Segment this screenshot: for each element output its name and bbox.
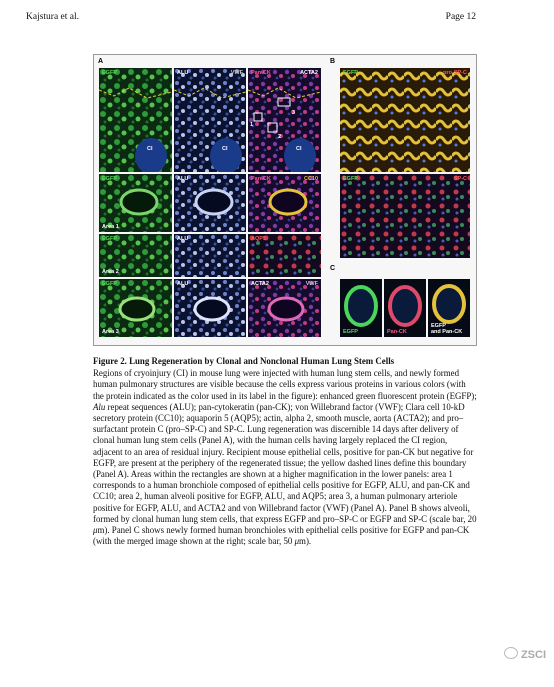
caption-text-2: repeat sequences (ALU); pan-cytokeratin (pan-CK); von Willebrand factor (VWF); Clara cell 10-kD secretory protein (CC10); aquaporin 5 (AQP5); actin, alpha 2, smooth muscle, aorta (ACTA2); and pro–surfactant protein C (pro–SP-C) and SP-C. Lung regeneration was discernible 14 days after delivery of clonal human lung stem cells (Panel A), with the human cells having largely replaced the CI region, adjacent to an area of residual injury. Recipient mouse epithelial cells, positive for pan-CK but negative for EGFP, are present at the periphery of the regenerated tissue; the yellow dashed lines define this boundary (Panel A). Areas within the rectangles are shown at a higher magnification in the lower panels: area 1 corresponds to a human bronchiole composed of epithelial cells positive for EGFP, ALU, and pan-CK and CC10; area 2, human alveoli positive for EGFP, ALU, and AQP5; area 3, a human pulmonary arteriole positive for EGFP, ALU, and ACTA2 and von Willebrand factor (VWF) (Panel A). Panel B shows alveoli, formed by clonal human lung stem cells, that express EGFP and pro–SP-C or EGFP and SP-C (scale bar, 20 [93, 401, 477, 524]
caption-body [93, 368, 478, 547]
merged-label: EGFP and Pan-CK [431, 323, 463, 335]
caption-text-3: m). Panel C shows newly formed human bronchioles with epithelial cells positive for EGFP and pan-CK (with the merged image shown at the right; scale bar, 50 [93, 525, 470, 547]
wechat-icon [504, 647, 518, 659]
acta2-label: ACTA2 [251, 281, 269, 287]
acta2-label: ACTA2 [300, 70, 318, 76]
egfp-label: EGFP [102, 176, 117, 182]
area1-panck-cc10 [248, 174, 321, 232]
alu-label: ALU [177, 236, 189, 242]
egfp-label: EGFP [343, 329, 358, 335]
egfp-label: EGFP [102, 236, 117, 242]
panel-c-merged [428, 279, 470, 337]
area2-aqp5 [248, 234, 321, 277]
figure-caption [93, 356, 478, 547]
area3-alu [174, 279, 246, 337]
pan-ck-label: Pan-CK [251, 176, 271, 182]
vwf-label: VWF [305, 281, 318, 287]
alu-italic: Alu [93, 401, 106, 412]
egfp-label: EGFP [102, 70, 117, 76]
area-marker-2: 2 [278, 134, 282, 140]
panel-b-label: B [330, 58, 336, 65]
panel-c-egfp [340, 279, 382, 337]
caption-text-1: Regions of cryoinjury (CI) in mouse lung were injected with human lung stem cells, and newly formed human pulmonary structures are visible because the cells express various proteins in various colors (with the protein indicated as the color used in its label in the figure): enhanced green fluorescent protein (EGFP); [93, 368, 477, 401]
area3-acta2-vwf [248, 279, 321, 337]
area1-alu [174, 174, 246, 232]
pro-sp-c-label: pro-SP-C [443, 70, 467, 76]
panel-a-label: A [98, 58, 104, 65]
sp-c-label: SP-C [453, 176, 467, 182]
area-3-label: Area 3 [102, 329, 119, 335]
aqp5-label: AQP5 [251, 236, 266, 242]
ci-label: CI [222, 146, 228, 152]
panel-b-spc [340, 174, 470, 258]
caption-text-4: m). [299, 536, 312, 547]
ci-label: CI [296, 146, 302, 152]
area-2-label: Area 2 [102, 269, 119, 275]
area2-alu [174, 234, 246, 277]
panel-a-overview-alu [174, 68, 246, 172]
panel-c-panck [384, 279, 426, 337]
alu-label: ALU [177, 70, 189, 76]
egfp-label: EGFP [343, 176, 358, 182]
area2-egfp [99, 234, 172, 277]
panel-b-prospc [340, 68, 470, 172]
watermark [504, 647, 546, 661]
watermark-text: ZSCI [520, 649, 546, 661]
alu-label: ALU [177, 281, 189, 287]
area1-egfp [99, 174, 172, 232]
area3-egfp [99, 279, 172, 337]
caption-title: Figure 2. Lung Regeneration by Clonal and Nonclonal Human Lung Stem Cells [93, 356, 395, 366]
cc10-label: CC10 [303, 176, 318, 182]
area-marker-3: 3 [292, 110, 296, 116]
alu-label: ALU [177, 176, 189, 182]
egfp-label: EGFP [343, 70, 358, 76]
pan-ck-label: Pan-CK [251, 70, 271, 76]
area-marker-1: 1 [250, 122, 254, 128]
figure-2 [93, 54, 477, 346]
vwf-label: VWF [230, 70, 243, 76]
egfp-label: EGFP [102, 281, 117, 287]
mu-symbol: μ [93, 525, 98, 536]
running-header-author: Kajstura et al. [26, 12, 80, 22]
panel-a-overview-egfp [99, 68, 172, 172]
area-1-label: Area 1 [102, 224, 119, 230]
pan-ck-label: Pan-CK [387, 329, 407, 335]
panel-a-overview-panck-acta2 [248, 68, 321, 172]
page-number: Page 12 [445, 12, 476, 22]
panel-c-label: C [330, 265, 336, 272]
mu-symbol: μ [294, 536, 300, 547]
ci-label: CI [147, 146, 153, 152]
